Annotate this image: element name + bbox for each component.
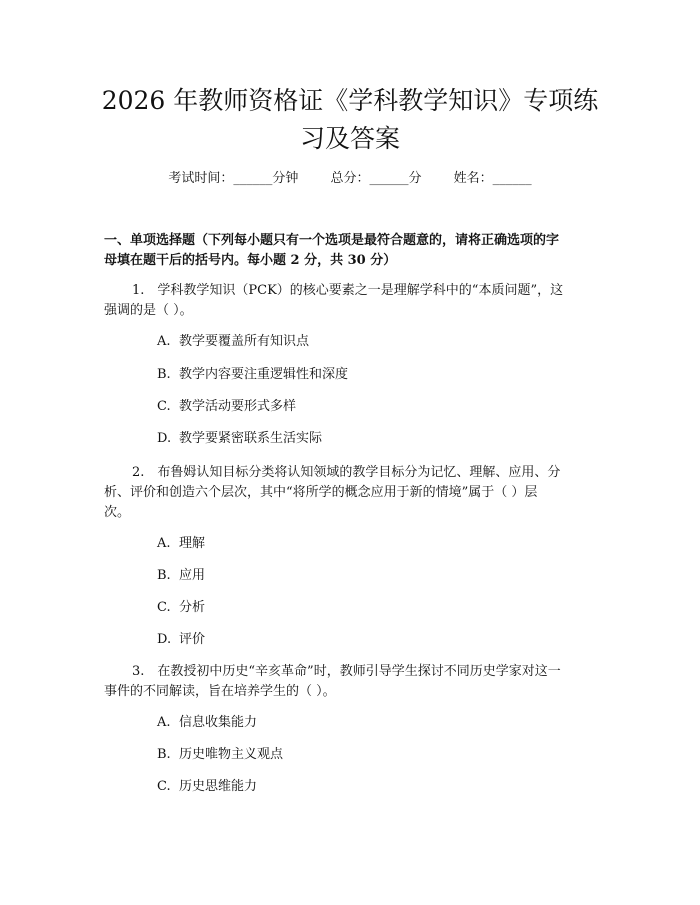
option-letter: B. (157, 367, 171, 382)
exam-meta (0, 170, 700, 188)
question-2-text (104, 463, 602, 523)
question-1-option-a (157, 333, 309, 351)
option-letter: C. (157, 399, 171, 414)
question-2-option-b (157, 567, 205, 585)
option-text: 教学要覆盖所有知识点 (179, 334, 310, 349)
question-1-option-b (157, 366, 348, 384)
option-text: 应用 (179, 568, 206, 583)
title-line-2: 习及答案 (299, 124, 400, 153)
question-1-option-c (157, 398, 296, 416)
option-text: 教学内容要注重逻辑性和深度 (179, 367, 349, 382)
section-heading (104, 231, 602, 271)
question-3-line-2: 事件的不同解读，旨在培养学生的（ ）。 (104, 684, 336, 699)
option-text: 评价 (179, 632, 206, 647)
question-1-line-2: 强调的是（ ）。 (104, 303, 193, 318)
question-3-text (104, 662, 602, 702)
option-letter: C. (157, 600, 171, 615)
question-2-option-d (157, 631, 205, 649)
question-2-line-1: 2. 布鲁姆认知目标分类将认知领域的教学目标分为记忆、理解、应用、分 (132, 465, 561, 480)
section-heading-line-2: 母填在题干后的括号内。每小题 2 分，共 30 分） (104, 253, 397, 268)
option-text: 历史思维能力 (179, 779, 258, 794)
option-letter: D. (157, 431, 172, 446)
question-3-line-1: 3. 在教授初中历史“辛亥革命”时，教师引导学生探讨不同历史学家对这一 (132, 664, 561, 679)
option-letter: A. (157, 334, 171, 349)
question-2-option-c (157, 599, 205, 617)
question-1-text (104, 281, 602, 321)
option-text: 教学活动要形式多样 (179, 399, 297, 414)
option-text: 教学要紧密联系生活实际 (179, 431, 323, 446)
option-text: 历史唯物主义观点 (179, 747, 284, 762)
question-2-line-2: 析、评价和创造六个层次，其中“将所学的概念应用于新的情境”属于（ ）层 (104, 485, 538, 500)
option-letter: C. (157, 779, 171, 794)
option-letter: B. (157, 747, 171, 762)
section-heading-line-1: 一、单项选择题（下列每小题只有一个选项是最符合题意的，请将正确选项的字 (104, 233, 560, 248)
question-2-option-a (157, 535, 205, 553)
question-2-line-3: 次。 (104, 505, 131, 520)
question-3-option-b (157, 746, 283, 764)
question-3-option-c (157, 778, 257, 796)
exam-time-field: 考试时间：______分钟 (168, 171, 299, 186)
option-text: 信息收集能力 (179, 715, 258, 730)
option-letter: B. (157, 568, 171, 583)
question-3-option-a (157, 714, 257, 732)
document-title (90, 82, 610, 158)
option-text: 分析 (179, 600, 206, 615)
total-score-field: 总分：______分 (330, 171, 422, 186)
question-1-option-d (157, 430, 322, 448)
title-line-1: 2026 年教师资格证《学科教学知识》专项练 (101, 86, 599, 115)
option-text: 理解 (179, 536, 206, 551)
option-letter: A. (157, 715, 171, 730)
option-letter: A. (157, 536, 171, 551)
option-letter: D. (157, 632, 172, 647)
name-field: 姓名：______ (453, 171, 532, 186)
question-1-line-1: 1. 学科教学知识（PCK）的核心要素之一是理解学科中的“本质问题”，这 (132, 283, 564, 298)
